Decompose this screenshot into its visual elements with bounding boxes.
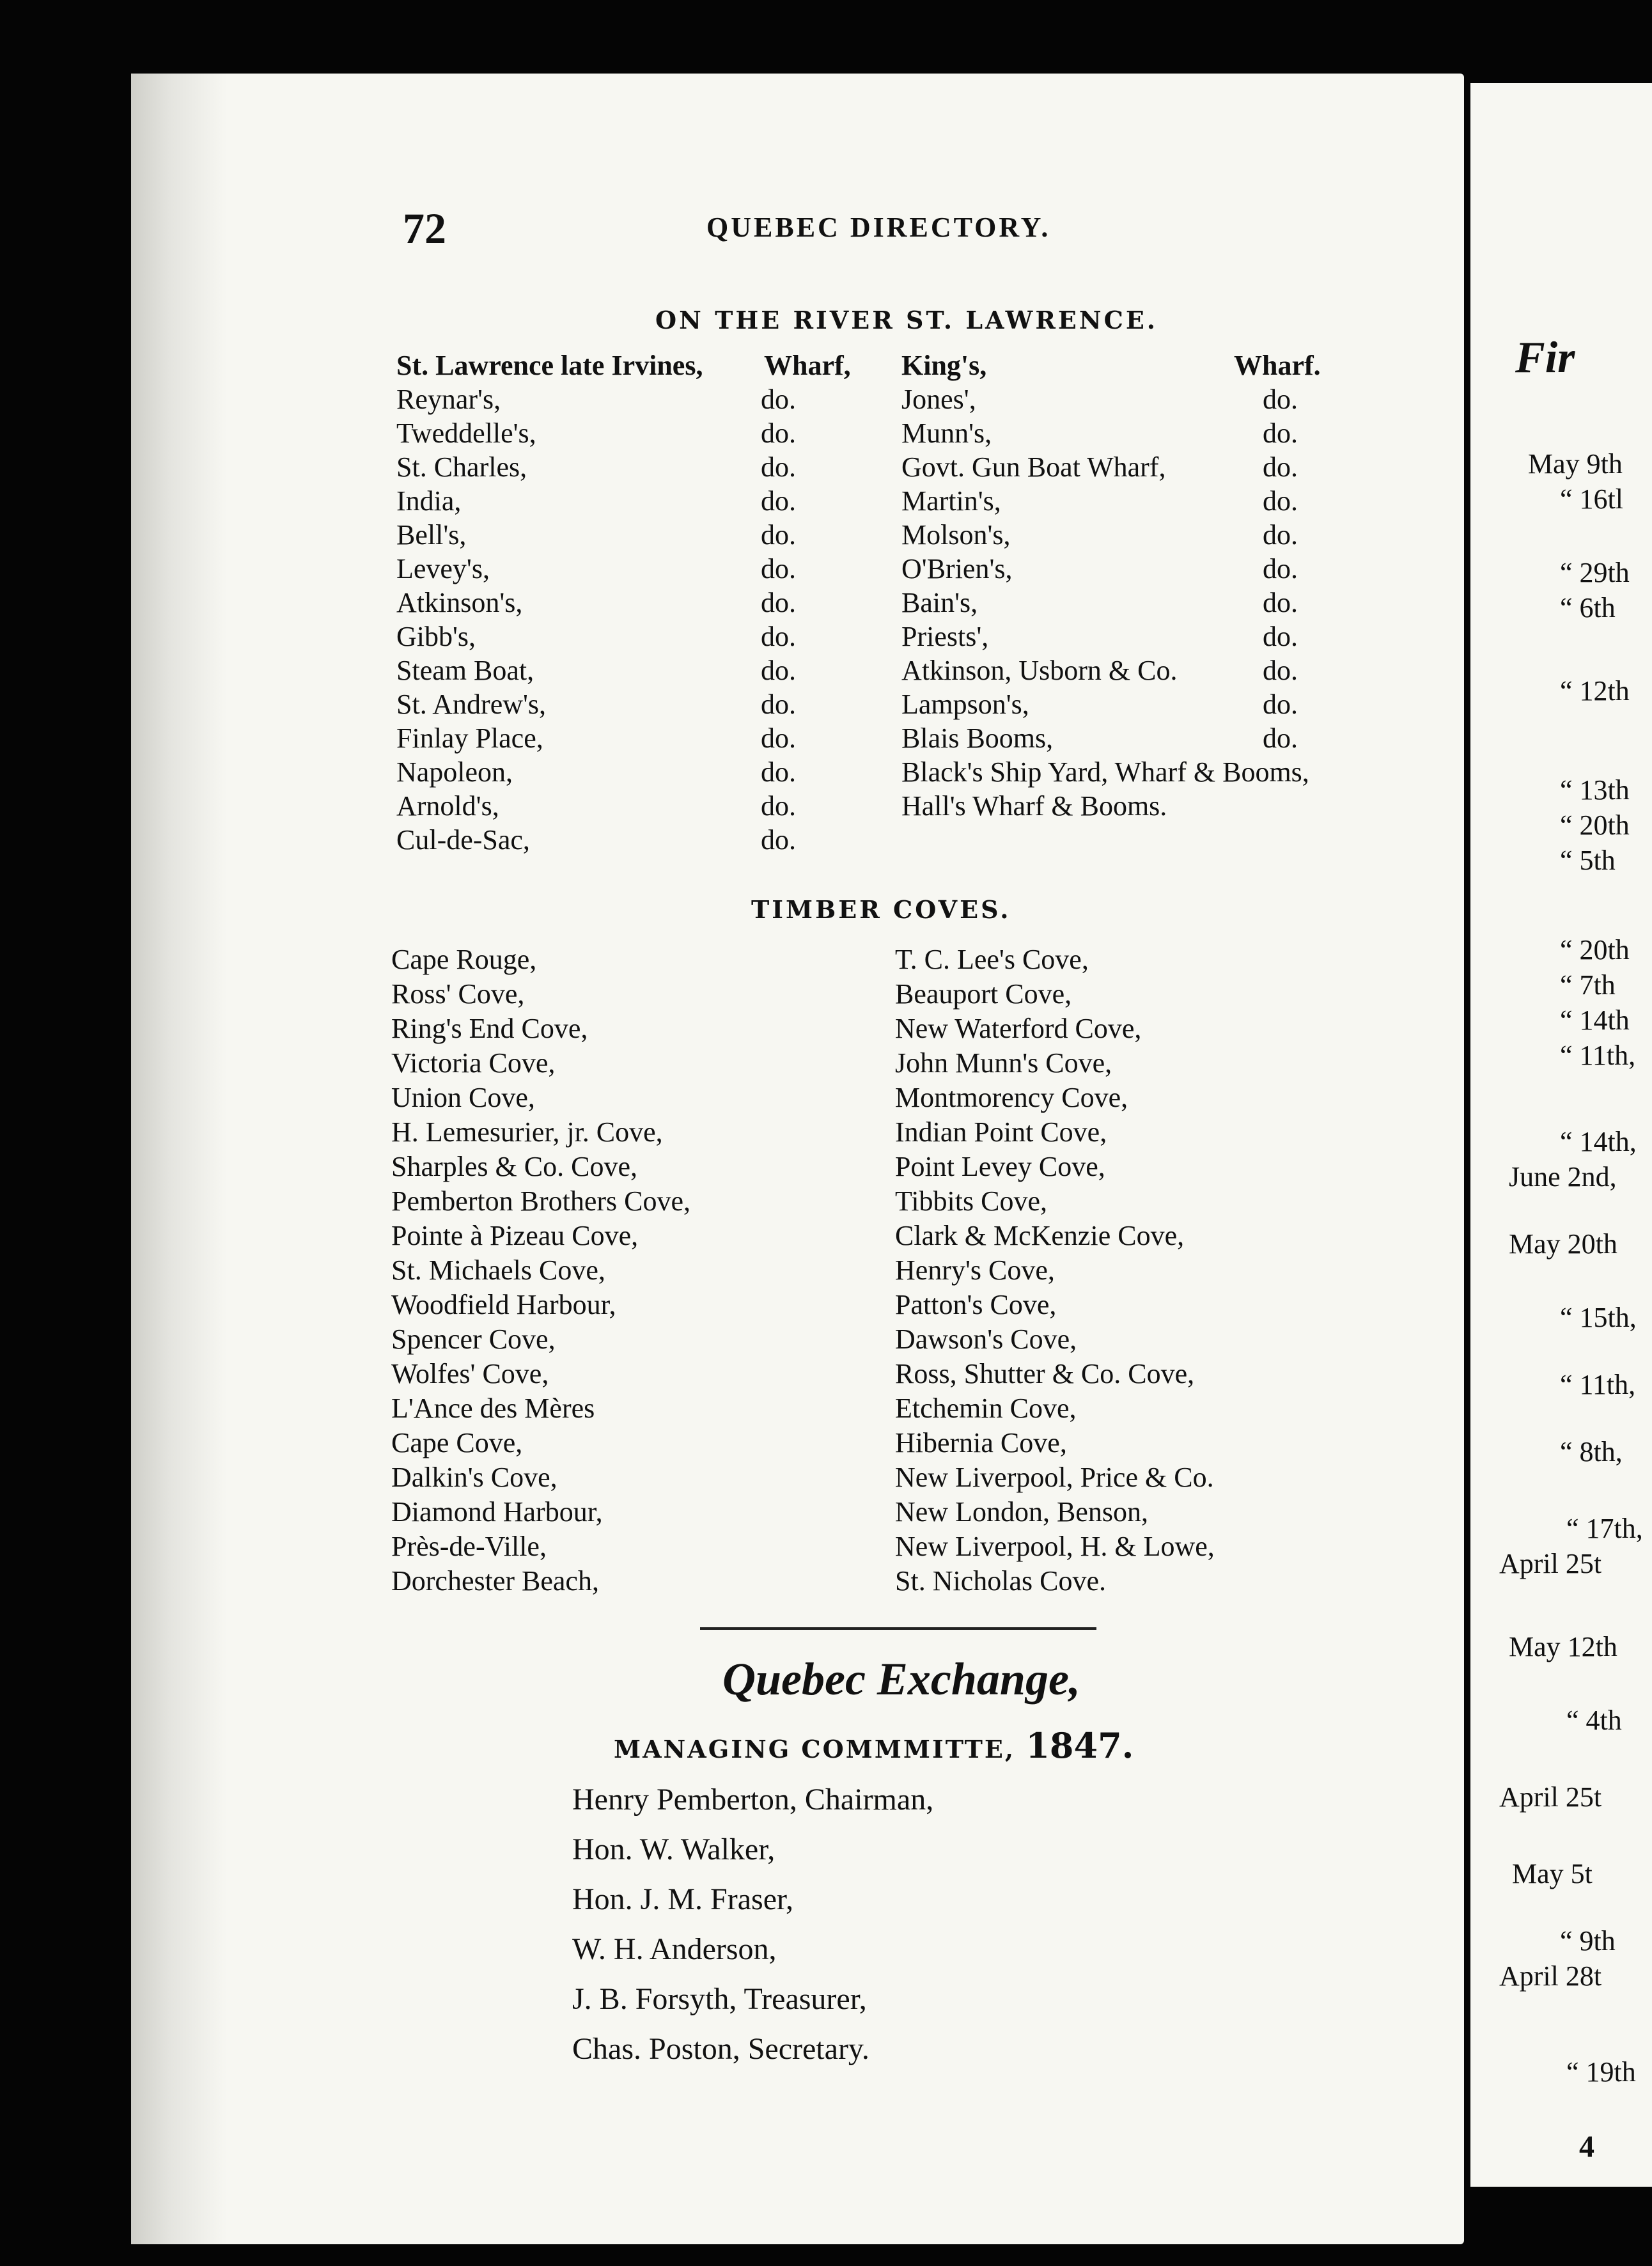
facing-page <box>1470 83 1652 2187</box>
facing-page-date: “ 13th <box>1560 774 1630 806</box>
cove-item: T. C. Lee's Cove, <box>895 944 1089 975</box>
cove-item: Tibbits Cove, <box>895 1185 1048 1217</box>
cove-item: Montmorency Cove, <box>895 1082 1128 1113</box>
page-edge-shadow <box>131 74 227 2244</box>
wharf-name: Cul-de-Sac, <box>396 824 530 856</box>
facing-page-title: Fir <box>1515 333 1575 382</box>
facing-page-date: “ 11th, <box>1560 1040 1636 1071</box>
wharf-type: do. <box>761 723 796 754</box>
wharf-type: do. <box>1263 451 1298 483</box>
facing-page-date: April 25t <box>1499 1781 1602 1813</box>
cove-item: Dalkin's Cove, <box>391 1462 557 1493</box>
signature-mark: 4 <box>1579 2130 1594 2164</box>
wharf-type: do. <box>761 689 796 720</box>
cove-item: Pointe à Pizeau Cove, <box>391 1220 639 1251</box>
facing-page-date: June 2nd, <box>1509 1161 1617 1192</box>
facing-page-date: “ 9th <box>1560 1925 1616 1957</box>
wharf-type: do. <box>761 519 796 551</box>
wharf-row <box>396 450 1419 484</box>
wharf-type: do. <box>761 756 796 788</box>
wharf-name: India, <box>396 485 462 517</box>
cove-item: New Waterford Cove, <box>895 1013 1142 1044</box>
wharf-type: do. <box>761 621 796 652</box>
wharf-name: Lampson's, <box>901 689 1029 720</box>
wharf-name: Govt. Gun Boat Wharf, <box>901 451 1166 483</box>
facing-page-date: “ 20th <box>1560 809 1630 841</box>
wharves-heading: ON THE RIVER ST. LAWRENCE. <box>655 306 1158 334</box>
facing-page-date: “ 11th, <box>1560 1369 1636 1400</box>
cove-item: John Munn's Cove, <box>895 1047 1112 1079</box>
wharf-name: Martin's, <box>901 485 1001 517</box>
timber-coves-heading: TIMBER COVES. <box>751 895 1011 924</box>
wharf-type: do. <box>1263 587 1298 618</box>
cove-item: Pemberton Brothers Cove, <box>391 1185 691 1217</box>
wharf-type: do. <box>1263 519 1298 551</box>
cove-item: H. Lemesurier, jr. Cove, <box>391 1116 663 1148</box>
wharf-type: do. <box>761 384 796 415</box>
cove-item: Diamond Harbour, <box>391 1496 603 1528</box>
facing-page-date: April 28t <box>1499 1960 1602 1992</box>
wharf-row <box>396 484 1419 518</box>
wharf-row <box>396 823 1419 857</box>
facing-page-date: “ 15th, <box>1560 1302 1637 1333</box>
cove-item: St. Michaels Cove, <box>391 1254 605 1286</box>
wharf-row <box>396 518 1419 552</box>
committee-member: W. H. Anderson, <box>572 1932 777 1966</box>
wharf-name: Atkinson, Usborn & Co. <box>901 655 1178 686</box>
wharf-row <box>396 789 1419 823</box>
wharf-type: do. <box>761 418 796 449</box>
cove-item: Beauport Cove, <box>895 978 1072 1010</box>
facing-page-date: May 5t <box>1512 1858 1593 1889</box>
wharf-name: Levey's, <box>396 553 490 584</box>
wharf-type: do. <box>1263 553 1298 584</box>
committee-member: Chas. Poston, Secretary. <box>572 2032 869 2066</box>
exchange-title: Quebec Exchange, <box>722 1653 1080 1705</box>
cove-item: New London, Benson, <box>895 1496 1148 1528</box>
wharf-name: Bell's, <box>396 519 467 551</box>
wharf-type: do. <box>1263 485 1298 517</box>
wharf-row <box>396 687 1419 721</box>
facing-page-date: “ 16tl <box>1560 483 1623 515</box>
facing-page-date: “ 20th <box>1560 934 1630 965</box>
wharf-name: Napoleon, <box>396 756 513 788</box>
cove-item: Indian Point Cove, <box>895 1116 1107 1148</box>
committee-member: Henry Pemberton, Chairman, <box>572 1783 934 1817</box>
wharf-name: Bain's, <box>901 587 978 618</box>
section-divider <box>700 1627 1096 1630</box>
wharf-row <box>396 755 1419 789</box>
wharf-name: Munn's, <box>901 418 992 449</box>
wharf-name: St. Lawrence late Irvines, <box>396 350 703 381</box>
wharf-type: do. <box>1263 418 1298 449</box>
wharf-type: do. <box>1263 723 1298 754</box>
committee-label: MANAGING COMMMITTE, <box>614 1735 1016 1763</box>
cove-item: Etchemin Cove, <box>895 1393 1077 1424</box>
running-title: QUEBEC DIRECTORY. <box>706 212 1051 243</box>
committee-year: 1847. <box>1025 1725 1134 1766</box>
wharf-type: Wharf, <box>764 350 851 381</box>
wharf-row <box>396 348 1419 382</box>
committee-member: J. B. Forsyth, Treasurer, <box>572 1982 867 2016</box>
wharf-type: Wharf. <box>1234 350 1321 381</box>
wharf-type: do. <box>1263 384 1298 415</box>
cove-item: Union Cove, <box>391 1082 535 1113</box>
wharf-name: King's, <box>901 350 987 381</box>
wharf-row <box>396 620 1419 653</box>
facing-page-date: May 9th <box>1528 448 1623 480</box>
wharf-type: do. <box>761 485 796 517</box>
wharf-type: do. <box>761 790 796 822</box>
facing-page-date: “ 4th <box>1566 1705 1622 1736</box>
wharf-type: do. <box>761 553 796 584</box>
page-number: 72 <box>403 204 446 253</box>
wharf-name: Black's Ship Yard, Wharf & Booms, <box>901 756 1309 788</box>
wharf-name: Finlay Place, <box>396 723 543 754</box>
facing-page-date: “ 7th <box>1560 969 1616 1001</box>
wharf-name: St. Charles, <box>396 451 527 483</box>
wharf-type: do. <box>761 655 796 686</box>
wharf-row <box>396 416 1419 450</box>
wharf-name: St. Andrew's, <box>396 689 547 720</box>
cove-item: Hibernia Cove, <box>895 1427 1067 1458</box>
committee-member: Hon. J. M. Fraser, <box>572 1882 794 1916</box>
cove-item: Woodfield Harbour, <box>391 1289 616 1320</box>
cove-item: Ross, Shutter & Co. Cove, <box>895 1358 1195 1389</box>
wharf-name: Hall's Wharf & Booms. <box>901 790 1167 822</box>
wharf-name: Atkinson's, <box>396 587 523 618</box>
facing-page-date: May 12th <box>1509 1631 1617 1662</box>
cove-item: Spencer Cove, <box>391 1324 556 1355</box>
wharf-name: Gibb's, <box>396 621 476 652</box>
wharf-type: do. <box>761 451 796 483</box>
wharf-name: Steam Boat, <box>396 655 534 686</box>
facing-page-date: “ 8th, <box>1560 1436 1623 1467</box>
wharf-type: do. <box>1263 689 1298 720</box>
cove-item: Dorchester Beach, <box>391 1565 599 1597</box>
cove-item: Ring's End Cove, <box>391 1013 588 1044</box>
wharf-type: do. <box>761 824 796 856</box>
wharf-name: Jones', <box>901 384 976 415</box>
cove-item: Ross' Cove, <box>391 978 525 1010</box>
cove-item: Henry's Cove, <box>895 1254 1055 1286</box>
cove-item: Patton's Cove, <box>895 1289 1057 1320</box>
wharf-name: Priests', <box>901 621 989 652</box>
facing-page-date: “ 14th <box>1560 1004 1630 1036</box>
wharf-row <box>396 653 1419 687</box>
cove-item: Cape Cove, <box>391 1427 523 1458</box>
facing-page-date: “ 12th <box>1560 675 1630 707</box>
cove-item: Wolfes' Cove, <box>391 1358 549 1389</box>
cove-item: St. Nicholas Cove. <box>895 1565 1106 1597</box>
cove-item: New Liverpool, Price & Co. <box>895 1462 1214 1493</box>
cove-item: New Liverpool, H. & Lowe, <box>895 1531 1215 1562</box>
facing-page-date: “ 6th <box>1560 592 1616 623</box>
facing-page-date: “ 29th <box>1560 557 1630 588</box>
cove-item: Sharples & Co. Cove, <box>391 1151 637 1182</box>
cove-item: Victoria Cove, <box>391 1047 556 1079</box>
wharf-name: Reynar's, <box>396 384 501 415</box>
wharf-name: Blais Booms, <box>901 723 1054 754</box>
cove-item: L'Ance des Mères <box>391 1393 595 1424</box>
wharf-type: do. <box>1263 655 1298 686</box>
facing-page-date: “ 5th <box>1560 845 1616 876</box>
committee-heading <box>614 1725 1134 1766</box>
facing-page-date: “ 14th, <box>1560 1126 1637 1157</box>
cove-item: Cape Rouge, <box>391 944 537 975</box>
facing-page-date: “ 17th, <box>1566 1513 1643 1544</box>
wharf-name: Molson's, <box>901 519 1011 551</box>
wharf-name: Tweddelle's, <box>396 418 536 449</box>
facing-page-date: April 25t <box>1499 1548 1602 1579</box>
cove-item: Près-de-Ville, <box>391 1531 547 1562</box>
facing-page-date: “ 19th <box>1566 2056 1636 2088</box>
wharf-row <box>396 382 1419 416</box>
cove-item: Dawson's Cove, <box>895 1324 1077 1355</box>
wharf-row <box>396 721 1419 755</box>
wharf-name: Arnold's, <box>396 790 499 822</box>
wharf-type: do. <box>1263 621 1298 652</box>
wharf-name: O'Brien's, <box>901 553 1013 584</box>
committee-member: Hon. W. Walker, <box>572 1832 775 1866</box>
wharf-row <box>396 586 1419 620</box>
cove-item: Clark & McKenzie Cove, <box>895 1220 1185 1251</box>
wharf-type: do. <box>761 587 796 618</box>
facing-page-date: May 20th <box>1509 1228 1617 1260</box>
cove-item: Point Levey Cove, <box>895 1151 1105 1182</box>
wharf-row <box>396 552 1419 586</box>
